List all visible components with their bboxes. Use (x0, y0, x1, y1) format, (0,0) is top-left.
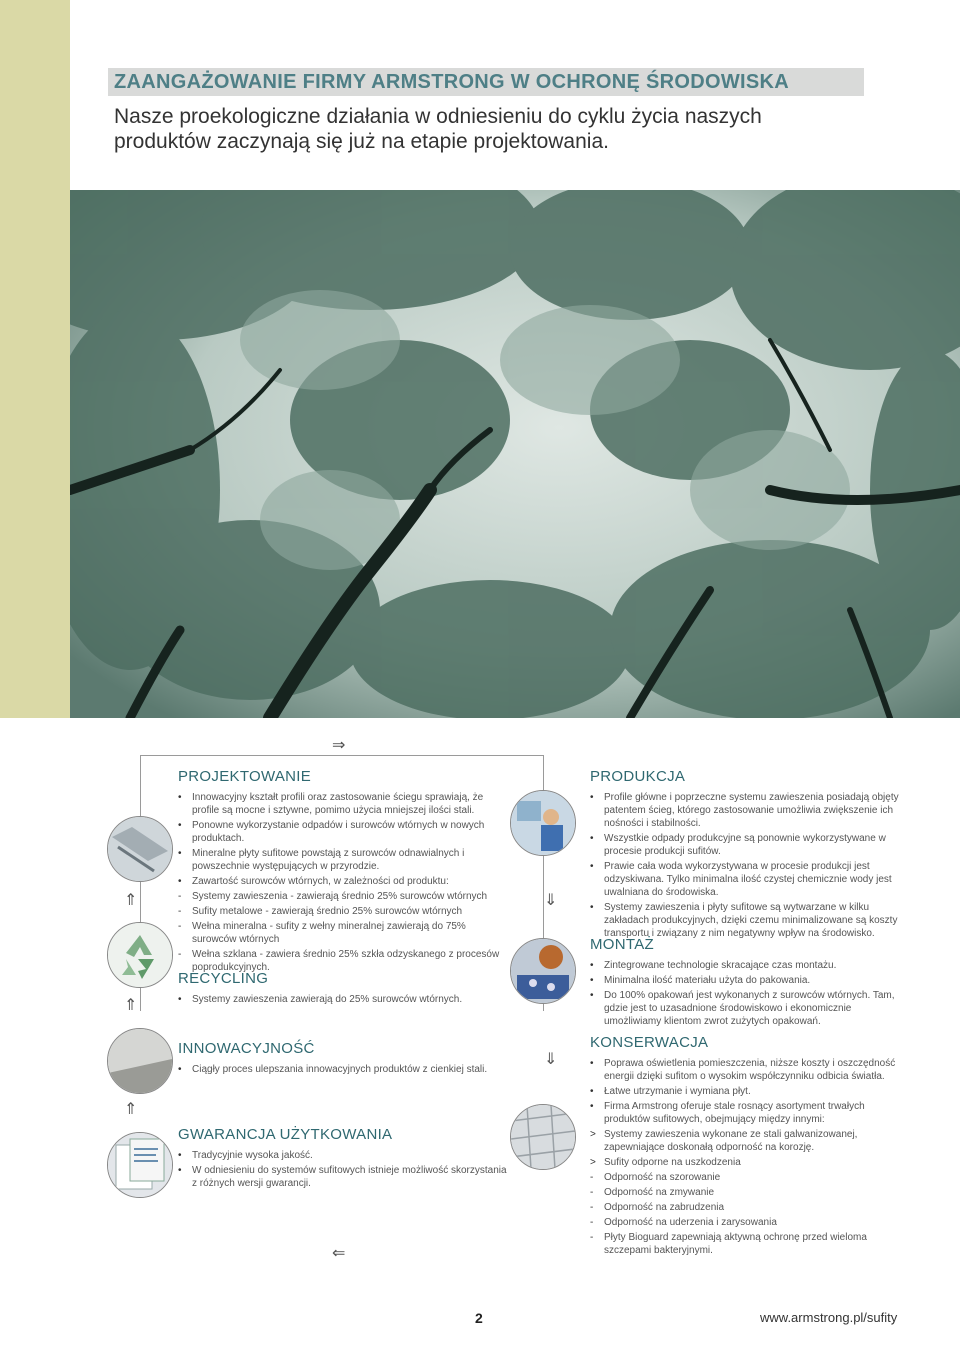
flow-arrow-down-icon: ⇓ (544, 1051, 558, 1068)
section-heading: INNOWACYJNOŚĆ (178, 1040, 315, 1057)
list-marker: • (590, 1101, 594, 1112)
section-heading: KONSERWACJA (590, 1034, 709, 1051)
item-list (178, 1063, 508, 1076)
list-marker: • (178, 876, 182, 887)
section-produkcja (590, 768, 908, 942)
list-marker: > (590, 1157, 596, 1168)
list-item (178, 1149, 508, 1162)
list-marker: - (590, 1187, 594, 1198)
ceiling-panel-photo (107, 1028, 173, 1094)
item-list (178, 1149, 508, 1190)
list-item (590, 1128, 908, 1154)
list-item-text: Systemy zawieszenia wykonane ze stali galwanizowanej, zapewniające doskonałą odporność na korozję. (604, 1129, 858, 1153)
list-item (178, 819, 508, 845)
list-marker: - (178, 906, 182, 917)
flow-arrow-up-icon: ⇑ (124, 1101, 138, 1118)
list-marker: • (178, 1165, 182, 1176)
list-marker: • (178, 1064, 182, 1075)
list-item-text: Łatwe utrzymanie i wymiana płyt. (604, 1086, 751, 1097)
list-marker: - (590, 1202, 594, 1213)
page-title: ZAANGAŻOWANIE FIRMY ARMSTRONG W OCHRONĘ ŚRODOWISKA (108, 68, 864, 96)
list-item-text: Sufity odporne na uszkodzenia (604, 1157, 741, 1168)
list-item-text: Systemy zawieszenia zawierają do 25% surowców wtórnych. (192, 994, 463, 1005)
list-item-text: Płyty Bioguard zapewniają aktywną ochronę przed wieloma szczepami bakteryjnymi. (604, 1232, 867, 1256)
list-item (590, 832, 908, 858)
list-marker: • (178, 792, 182, 803)
section-innowacyjnosc (178, 1040, 508, 1078)
list-marker: • (590, 861, 594, 872)
list-item (178, 993, 508, 1006)
flow-arrow-down-icon: ⇓ (544, 892, 558, 909)
list-item-text: Tradycyjnie wysoka jakość. (192, 1150, 313, 1161)
list-item (590, 974, 908, 987)
list-marker: • (590, 1086, 594, 1097)
list-item-text: Odporność na zabrudzenia (604, 1202, 725, 1213)
list-item (178, 847, 508, 873)
list-item-text: Ciągły proces ulepszania innowacyjnych produktów z cienkiej stali. (192, 1064, 488, 1075)
list-item-text: Wszystkie odpady produkcyjne są ponownie wykorzystywane w procesie produkcji sufitów. (604, 833, 886, 857)
list-item-text: Odporność na zmywanie (604, 1187, 715, 1198)
list-item (590, 1216, 908, 1229)
list-item-text: Mineralne płyty sufitowe powstają z surowców odnawialnych i powszechnie występujących w przyrodzie. (192, 848, 465, 872)
list-marker: • (590, 990, 594, 1001)
list-item (590, 901, 908, 940)
section-heading: PRODUKCJA (590, 768, 686, 785)
section-montaz (590, 936, 908, 1030)
list-item-text: Zintegrowane technologie skracające czas montażu. (604, 960, 837, 971)
section-konserwacja (590, 1034, 908, 1259)
list-marker: > (590, 1129, 596, 1140)
forest-canopy-photo (70, 190, 960, 718)
list-item (590, 860, 908, 899)
item-list (590, 791, 908, 940)
section-gwarancja (178, 1126, 508, 1192)
flow-arrow-left-icon: ⇐ (332, 1245, 346, 1262)
list-marker: • (178, 820, 182, 831)
list-item-text: Sufity metalowe - zawierają średnio 25% surowców wtórnych (192, 906, 463, 917)
section-projektowanie (178, 768, 508, 976)
item-list (178, 993, 508, 1006)
list-item-text: Innowacyjny kształt profili oraz zastosowanie ściegu sprawiają, że profile są mocne i sztywne, pomimo użycia mniejszej ilości stali. (192, 792, 484, 816)
list-item (178, 1063, 508, 1076)
list-item-text: Odporność na szorowanie (604, 1172, 721, 1183)
list-item-text: Ponowne wykorzystanie odpadów i surowców wtórnych w nowych produktach. (192, 820, 485, 844)
list-item-text: Profile główne i poprzeczne systemu zawieszenia posiadają objęty patentem ścieg, którego zastosowanie umożliwia zwiększenie ich nośności i stabilności. (604, 792, 899, 829)
list-marker: - (590, 1232, 594, 1243)
steel-profile-photo (107, 816, 173, 882)
list-item-text: Minimalna ilość materiału użyta do pakowania. (604, 975, 811, 986)
list-marker: • (590, 1058, 594, 1069)
production-worker-photo (510, 790, 576, 856)
list-item (178, 875, 508, 888)
list-item (590, 1156, 908, 1169)
list-item-text: Odporność na uderzenia i zarysowania (604, 1217, 777, 1228)
section-heading: MONTAŻ (590, 936, 655, 953)
list-marker: - (178, 949, 182, 960)
list-item-text: Poprawa oświetlenia pomieszczenia, niższe koszty i oszczędność energii dzięki sufitom o wysokim współczynniku odbicia światła. (604, 1058, 896, 1082)
list-item-text: W odniesieniu do systemów sufitowych istnieje możliwość skorzystania z różnych wersji gwarancji. (192, 1165, 507, 1189)
list-item (590, 959, 908, 972)
list-marker: - (178, 891, 182, 902)
flow-arrow-up-icon: ⇑ (124, 997, 138, 1014)
list-item (590, 1057, 908, 1083)
warranty-document-photo (107, 1132, 173, 1198)
list-item (178, 890, 508, 903)
list-marker: • (178, 848, 182, 859)
website-link[interactable]: www.armstrong.pl/sufity (760, 1310, 898, 1325)
section-heading: GWARANCJA UŻYTKOWANIA (178, 1126, 393, 1143)
list-marker: - (178, 921, 182, 932)
flow-arrow-right-icon: ⇒ (332, 737, 346, 754)
list-marker: • (590, 792, 594, 803)
list-item (590, 1231, 908, 1257)
installation-photo (510, 938, 576, 1004)
list-item (178, 905, 508, 918)
list-item-text: Prawie cała woda wykorzystywana w procesie produkcji jest odzyskiwana. Tylko minimalna ilość czystej chemicznie wody jest uwalniana do środowiska. (604, 861, 892, 898)
list-marker: • (590, 960, 594, 971)
list-item (590, 791, 908, 830)
left-margin (0, 718, 70, 1358)
list-item-text: Wełna szklana - zawiera średnio 25% szkła odzyskanego z procesów poprodukcyjnych. (192, 949, 500, 973)
list-item (178, 920, 508, 946)
list-item-text: Firma Armstrong oferuje stale rosnący asortyment trwałych produktów sufitowych, obejmujący między innymi: (604, 1101, 865, 1125)
list-item-text: Zawartość surowców wtórnych, w zależności od produktu: (192, 876, 449, 887)
page-number: 2 (475, 1310, 483, 1326)
item-list (178, 791, 508, 974)
list-item (590, 1171, 908, 1184)
list-item (590, 1201, 908, 1214)
list-marker: • (178, 994, 182, 1005)
list-item (590, 1100, 908, 1126)
list-item-text: Wełna mineralna - sufity z wełny mineralnej zawierają do 75% surowców wtórnych (192, 921, 466, 945)
list-item (178, 1164, 508, 1190)
recycling-symbol-image (107, 922, 173, 988)
section-heading: PROJEKTOWANIE (178, 768, 312, 785)
list-item-text: Systemy zawieszenia i płyty sufitowe są wytwarzane w kilku zakładach produkcyjnych, dzięki czemu minimalizowane są koszty transportu i związany z nim negatywny wpływ na środowisko. (604, 902, 898, 939)
list-item (178, 791, 508, 817)
list-item (590, 989, 908, 1028)
list-marker: • (590, 975, 594, 986)
decorative-left-strip (0, 0, 70, 720)
list-marker: • (178, 1150, 182, 1161)
page-subtitle: Nasze proekologiczne działania w odniesieniu do cyklu życia naszych produktów zaczynają się już na etapie projektowania. (114, 105, 762, 153)
list-item (590, 1186, 908, 1199)
list-marker: • (590, 833, 594, 844)
section-recycling (178, 970, 508, 1008)
flow-arrow-up-icon: ⇑ (124, 892, 138, 909)
list-item-text: Systemy zawieszenia - zawierają średnio 25% surowców wtórnych (192, 891, 488, 902)
list-marker: • (590, 902, 594, 913)
item-list (590, 1057, 908, 1257)
list-item-text: Do 100% opakowań jest wykonanych z surowców wtórnych. Tam, gdzie jest to uzasadnione środowiskowo i ekonomicznie umożliwiamy klientom zwrot zużytych opakowań. (604, 990, 895, 1027)
item-list (590, 959, 908, 1028)
list-marker: - (590, 1217, 594, 1228)
maintenance-ceiling-photo (510, 1104, 576, 1170)
section-heading: RECYCLING (178, 970, 269, 987)
list-marker: - (590, 1172, 594, 1183)
list-item (590, 1085, 908, 1098)
